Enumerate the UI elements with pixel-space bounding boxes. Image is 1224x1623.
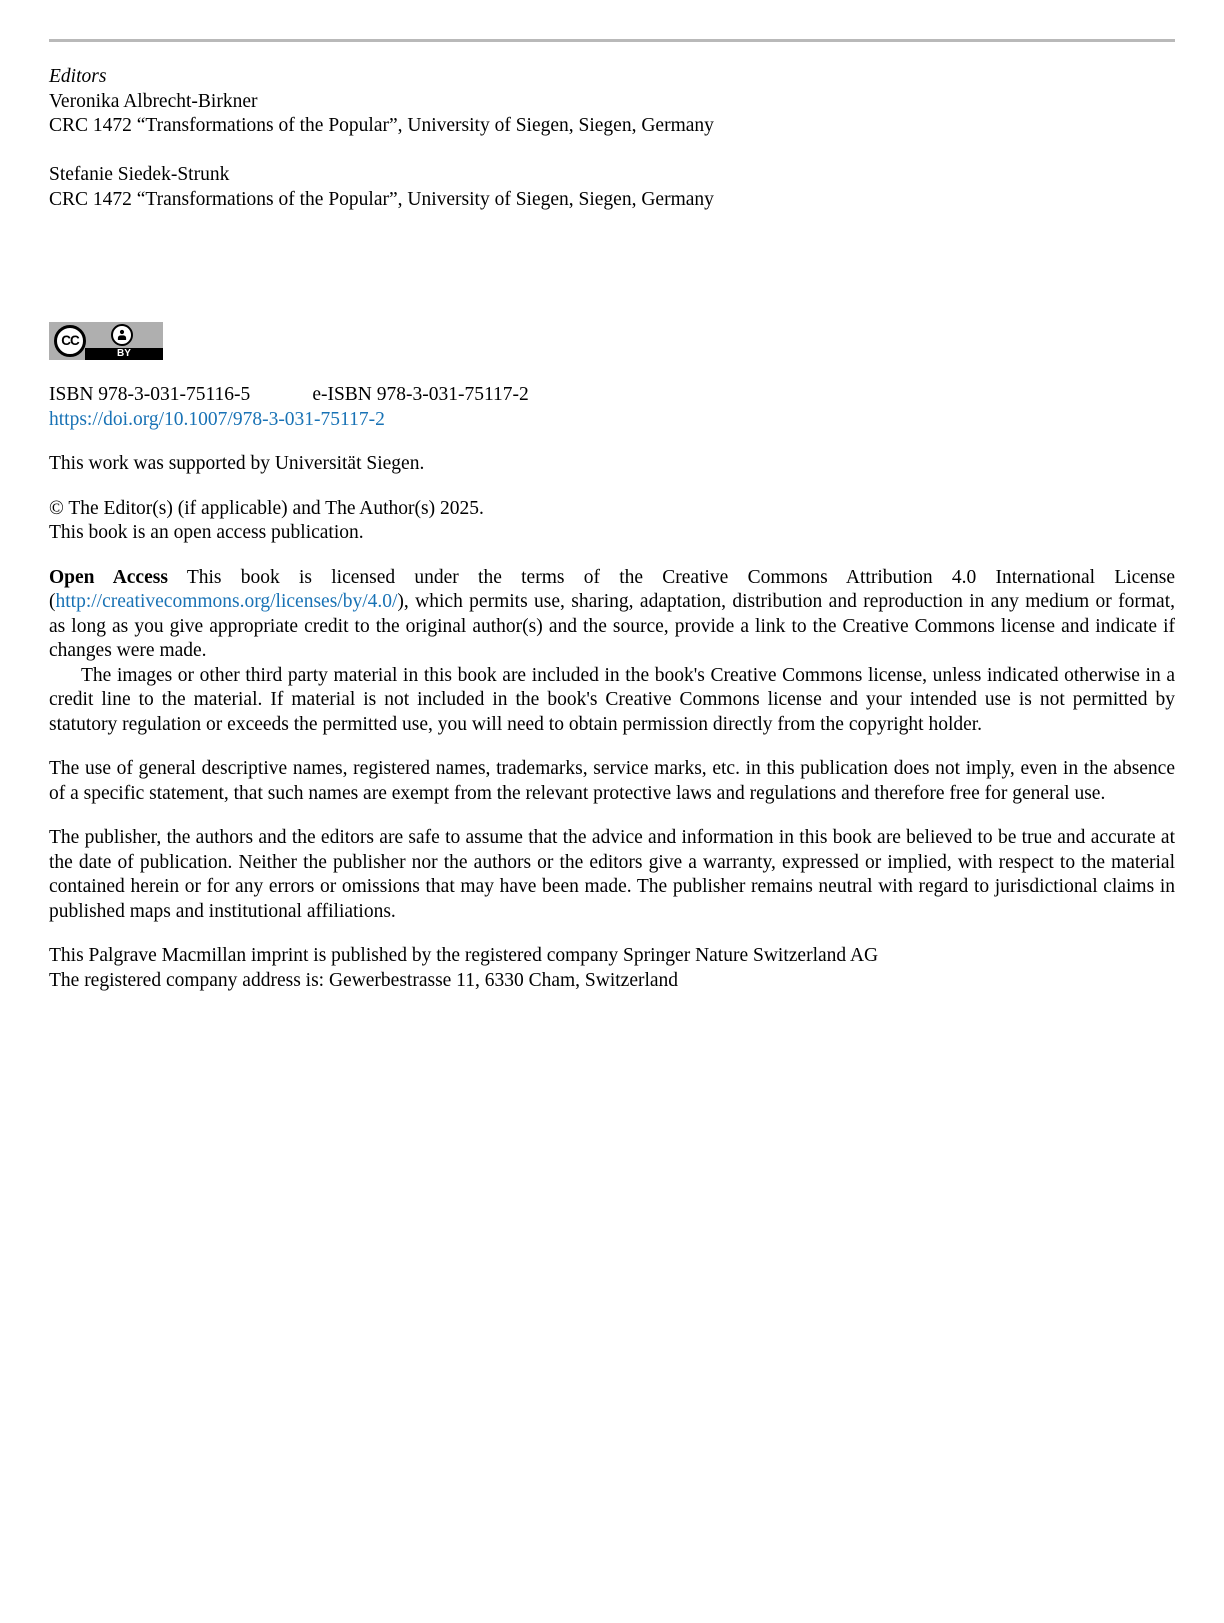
creative-commons-link[interactable]: http://creativecommons.org/licenses/by/4.0/ bbox=[55, 591, 398, 612]
doi-link[interactable]: https://doi.org/10.1007/978-3-031-75117-2 bbox=[49, 408, 385, 430]
publisher-disclaimer-paragraph: The publisher, the authors and the editors are safe to assume that the advice and information in this book are believed to be true and accurate at the date of publication. Neither the publisher nor the authors or the editors give a warranty, expressed or implied, with respect to the material contained herein or for any errors or omissions that may have been made. The publisher remains neutral with regard to jurisdictional claims in published maps and institutional affiliations. bbox=[49, 827, 1175, 922]
registered-address-line: The registered company address is: Gewerbestrasse 11, 6330 Cham, Switzerland bbox=[49, 969, 679, 991]
e-isbn: e-ISBN 978-3-031-75117-2 bbox=[312, 384, 529, 405]
print-isbn: ISBN 978-3-031-75116-5 bbox=[49, 384, 251, 405]
doi-row bbox=[49, 408, 1175, 433]
top-divider bbox=[49, 39, 1175, 42]
editors-section bbox=[49, 65, 1175, 212]
person-icon bbox=[111, 324, 133, 346]
editor-entry bbox=[49, 90, 1175, 139]
by-label: BY bbox=[85, 348, 163, 360]
cc-by-license-badge bbox=[49, 322, 163, 360]
editor-affiliation: CRC 1472 “Transformations of the Popular”, University of Siegen, Siegen, Germany bbox=[49, 115, 714, 136]
open-access-label: Open Access bbox=[49, 566, 168, 588]
editor-name: Stefanie Siedek-Strunk bbox=[49, 164, 230, 185]
open-access-license-paragraph bbox=[49, 566, 1175, 664]
isbn-row bbox=[49, 383, 1175, 408]
trademarks-paragraph: The use of general descriptive names, registered names, trademarks, service marks, etc. in this publication does not imply, even in the absence of a specific statement, that such names are exempt from the relevant protective laws and regulations and therefore free for general use. bbox=[49, 758, 1175, 804]
editor-entry bbox=[49, 163, 1175, 212]
third-party-material-paragraph: The images or other third party material in this book are included in the book's Creative Commons license, unless indicated otherwise in a credit line to the material. If material is not included in the book's Creative Commons license and your intended use is not permitted by statutory regulation or exceeds the permitted use, you will need to obtain permission directly from the copyright holder. bbox=[49, 664, 1175, 735]
editor-affiliation: CRC 1472 “Transformations of the Popular”, University of Siegen, Siegen, Germany bbox=[49, 188, 714, 210]
license-text-before-link: This book is licensed under the terms of the Creative Commons Attribution 4.0 International License ( bbox=[49, 566, 1175, 612]
funding-note: This work was supported by Universität Siegen. bbox=[49, 453, 425, 474]
open-access-note: This book is an open access publication. bbox=[49, 522, 364, 543]
imprint-line: This Palgrave Macmillan imprint is published by the registered company Springer Nature Switzerland AG bbox=[49, 945, 879, 966]
cc-logo-icon: CC bbox=[54, 325, 86, 357]
copyright-block bbox=[49, 497, 1175, 546]
editors-heading: Editors bbox=[49, 66, 107, 87]
editor-name: Veronika Albrecht-Birkner bbox=[49, 90, 258, 112]
imprint-block bbox=[49, 944, 1175, 993]
license-text-after-link: ), which permits use, sharing, adaptation, distribution and reproduction in any medium or format, as long as you give appropriate credit to the original author(s) and the source, provide a link to the Creative Commons license and indicate if changes were made. bbox=[49, 591, 1175, 661]
copyright-line: © The Editor(s) (if applicable) and The Author(s) 2025. bbox=[49, 497, 484, 519]
copyright-page bbox=[0, 39, 1224, 993]
